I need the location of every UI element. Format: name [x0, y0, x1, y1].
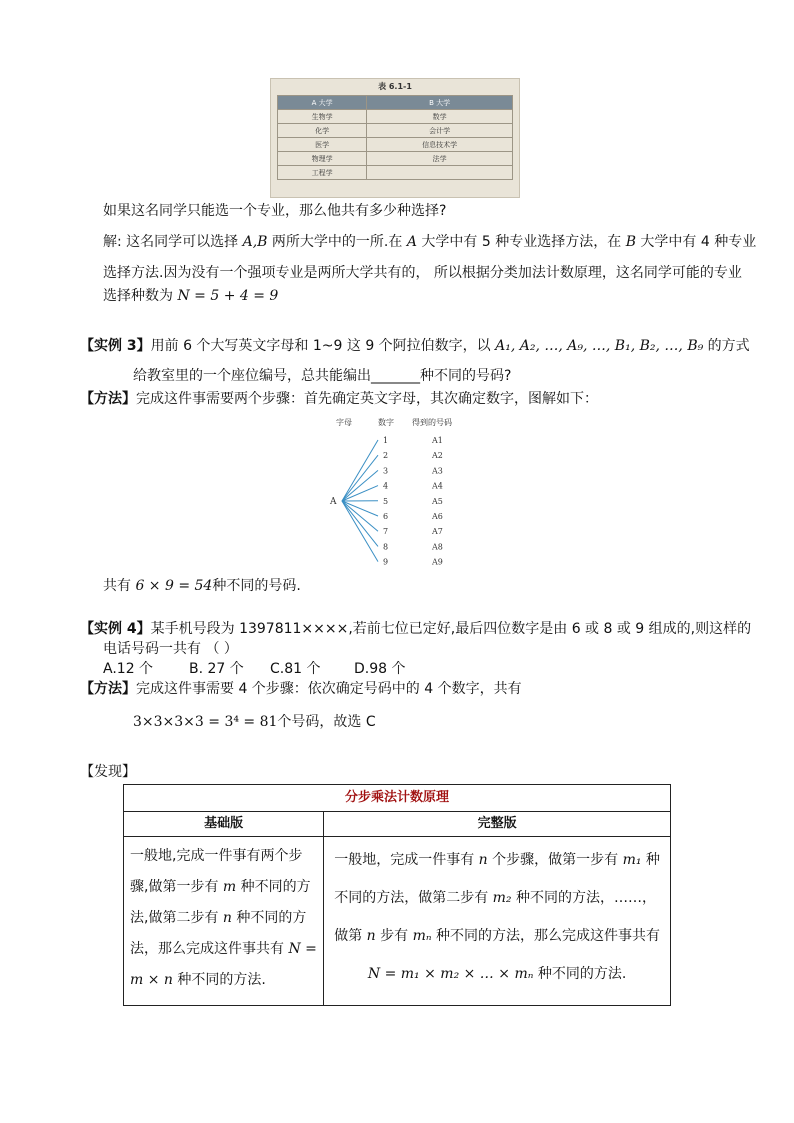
photo-cell: 信息技术学	[367, 138, 513, 152]
text-span: 用前 6 个大写英文字母和 1~9 这 9 个阿拉伯数字，以	[150, 338, 496, 354]
math-span: N = m × n	[130, 941, 317, 988]
tree-branch-line	[342, 501, 378, 531]
tree-code: A2	[432, 451, 443, 461]
math-span: n	[366, 928, 376, 944]
text-span: 做第	[334, 928, 367, 944]
tree-branch-line	[342, 501, 378, 546]
text-span: 大学中有 4 种专业	[635, 234, 757, 250]
math-span: A₁, A₂, …, A₉, …, B₁, B₂, …, B₉	[495, 338, 704, 354]
text-span: 种不同的方法,做第二步有	[130, 879, 311, 926]
math-span: mₙ	[412, 928, 432, 944]
math-span: N = m₁ × m₂ × … × mₙ	[367, 966, 534, 982]
photo-cell: 医学	[278, 138, 367, 152]
tree-code: A7	[432, 527, 443, 537]
tree-branch-line	[342, 440, 378, 501]
photo-cell: 化学	[278, 124, 367, 138]
method-tag: 【方法】	[80, 391, 136, 407]
solution-line-3	[103, 286, 278, 306]
math-span: B	[625, 234, 636, 250]
tree-digit: 3	[383, 466, 389, 476]
tree-root: A	[330, 497, 337, 507]
text-span: 一般地,完成一件事有两个步骤,做第一步有	[130, 848, 303, 895]
full-line-4	[334, 955, 660, 993]
photo-cell: 会计学	[367, 124, 513, 138]
option-d: D.98 个	[354, 661, 406, 677]
photo-cell	[367, 166, 513, 180]
tree-diagram	[320, 414, 490, 574]
example4-line-2: 电话号码一共有 （ ）	[103, 641, 238, 657]
text-span: 种不同的方法.	[533, 966, 627, 982]
textbook-table-photo	[270, 78, 520, 198]
photo-cell: 数学	[367, 110, 513, 124]
example3-line-1	[80, 336, 750, 356]
photo-table-header: A 大学	[278, 96, 367, 110]
option-a: A.12 个	[103, 661, 154, 677]
example3-conclusion	[103, 576, 301, 596]
photo-table	[277, 95, 513, 180]
text-span: 种不同的号码.	[212, 578, 301, 594]
tree-branch-line	[342, 455, 378, 501]
text-span: 种不同的方法，……，	[511, 890, 656, 906]
option-b: B. 27 个	[189, 661, 244, 677]
math-span: n	[222, 910, 232, 926]
discovery-tag: 【发现】	[80, 764, 136, 780]
example4-method	[80, 679, 522, 699]
option-c: C.81 个	[270, 661, 321, 677]
tree-code: A3	[432, 466, 443, 476]
tree-header: 字母	[336, 418, 352, 427]
text-span: 个步骤，做第一步有	[487, 852, 623, 868]
text-span: 的方式	[703, 338, 750, 354]
text-span: 种不同的方法，那么完成这件事共有	[130, 910, 307, 957]
text-span: 某手机号段为 1397811××××,若前七位已定好,最后四位数字是由 6 或 8 或 9 组成的,则这样的	[150, 621, 752, 637]
tree-branch-line	[342, 470, 378, 501]
tree-code: A9	[432, 557, 443, 567]
tree-digit: 7	[383, 527, 389, 537]
text-span: 选择种数为	[103, 288, 178, 304]
photo-cell: 物理学	[278, 152, 367, 166]
full-version-cell	[324, 837, 671, 1006]
example4-line-1	[80, 619, 751, 639]
principle-table	[123, 784, 671, 1006]
example4-formula	[133, 712, 376, 732]
text-span: 步有	[375, 928, 413, 944]
col-full-header: 完整版	[324, 812, 671, 837]
text-span: 种不同的方法.	[172, 972, 266, 988]
math-span: n	[478, 852, 488, 868]
example3-line-2: 给教室里的一个座位编号，总共能编出_______种不同的号码?	[133, 368, 512, 384]
photo-table-header: B 大学	[367, 96, 513, 110]
text-span: 解: 这名同学可以选择	[103, 234, 243, 250]
tree-digit: 6	[383, 512, 389, 521]
tree-branch-line	[342, 501, 378, 562]
math-span: A	[406, 234, 417, 250]
principle-title: 分步乘法计数原理	[124, 785, 671, 812]
math-span: m₁	[622, 852, 642, 868]
text-span: 个号码，故选 C	[277, 714, 376, 730]
full-line-3	[334, 917, 660, 955]
col-basic-header: 基础版	[124, 812, 324, 837]
text-span: 完成这件事需要 4 个步骤：依次确定号码中的 4 个数字，共有	[136, 681, 522, 697]
text-span: 完成这件事需要两个步骤：首先确定英文字母，其次确定数字，图解如下：	[136, 391, 598, 407]
math-span: N = 5 + 4 = 9	[177, 288, 279, 304]
photo-table-caption: 表 6.1-1	[378, 82, 412, 91]
example3-method	[80, 389, 598, 409]
basic-version-cell	[124, 837, 324, 1006]
example4-tag: 【实例 4】	[80, 621, 151, 637]
tree-branch-line	[342, 486, 378, 501]
tree-digit: 2	[383, 451, 389, 461]
math-span: m	[222, 879, 237, 895]
math-span: A,B	[242, 234, 268, 250]
text-span: 种不同的方法，那么完成这件事共有	[431, 928, 660, 944]
photo-cell: 生物学	[278, 110, 367, 124]
tree-code: A4	[432, 481, 443, 491]
text-span: 两所大学中的一所.在	[267, 234, 407, 250]
text-span: 不同的方法，做第二步有	[334, 890, 493, 906]
text-span: 大学中有 5 种专业选择方法，在	[416, 234, 626, 250]
tree-header: 得到的号码	[412, 418, 452, 427]
text-span: 共有	[103, 578, 136, 594]
tree-branches	[342, 436, 443, 567]
tree-digit: 8	[383, 542, 389, 552]
tree-digit: 4	[383, 481, 389, 491]
full-line-1	[334, 841, 660, 879]
tree-digit: 9	[383, 557, 389, 567]
method-tag: 【方法】	[80, 681, 136, 697]
example3-tag: 【实例 3】	[80, 338, 151, 354]
tree-code: A5	[432, 496, 443, 506]
photo-cell: 工程学	[278, 166, 367, 180]
tree-digit: 1	[383, 436, 389, 445]
tree-code: A1	[432, 436, 443, 445]
solution-line-2: 选择方法.因为没有一个强项专业是两所大学共有的， 所以根据分类加法计数原理，这名同学可能的专业	[103, 265, 742, 281]
photo-cell: 法学	[367, 152, 513, 166]
question-text: 如果这名同学只能选一个专业，那么他共有多少种选择?	[103, 203, 447, 219]
solution-line-1	[103, 232, 756, 252]
math-span: m₂	[492, 890, 512, 906]
tree-code: A6	[432, 512, 443, 521]
text-span: 一般地，完成一件事有	[334, 852, 479, 868]
math-span: 3×3×3×3 = 3⁴ = 81	[133, 714, 278, 730]
math-span: 6 × 9 = 54	[135, 578, 213, 594]
text-span: 种	[641, 852, 660, 868]
full-line-2	[334, 879, 660, 917]
tree-code: A8	[432, 542, 443, 552]
tree-digit: 5	[383, 496, 389, 506]
tree-header: 数字	[378, 418, 394, 427]
